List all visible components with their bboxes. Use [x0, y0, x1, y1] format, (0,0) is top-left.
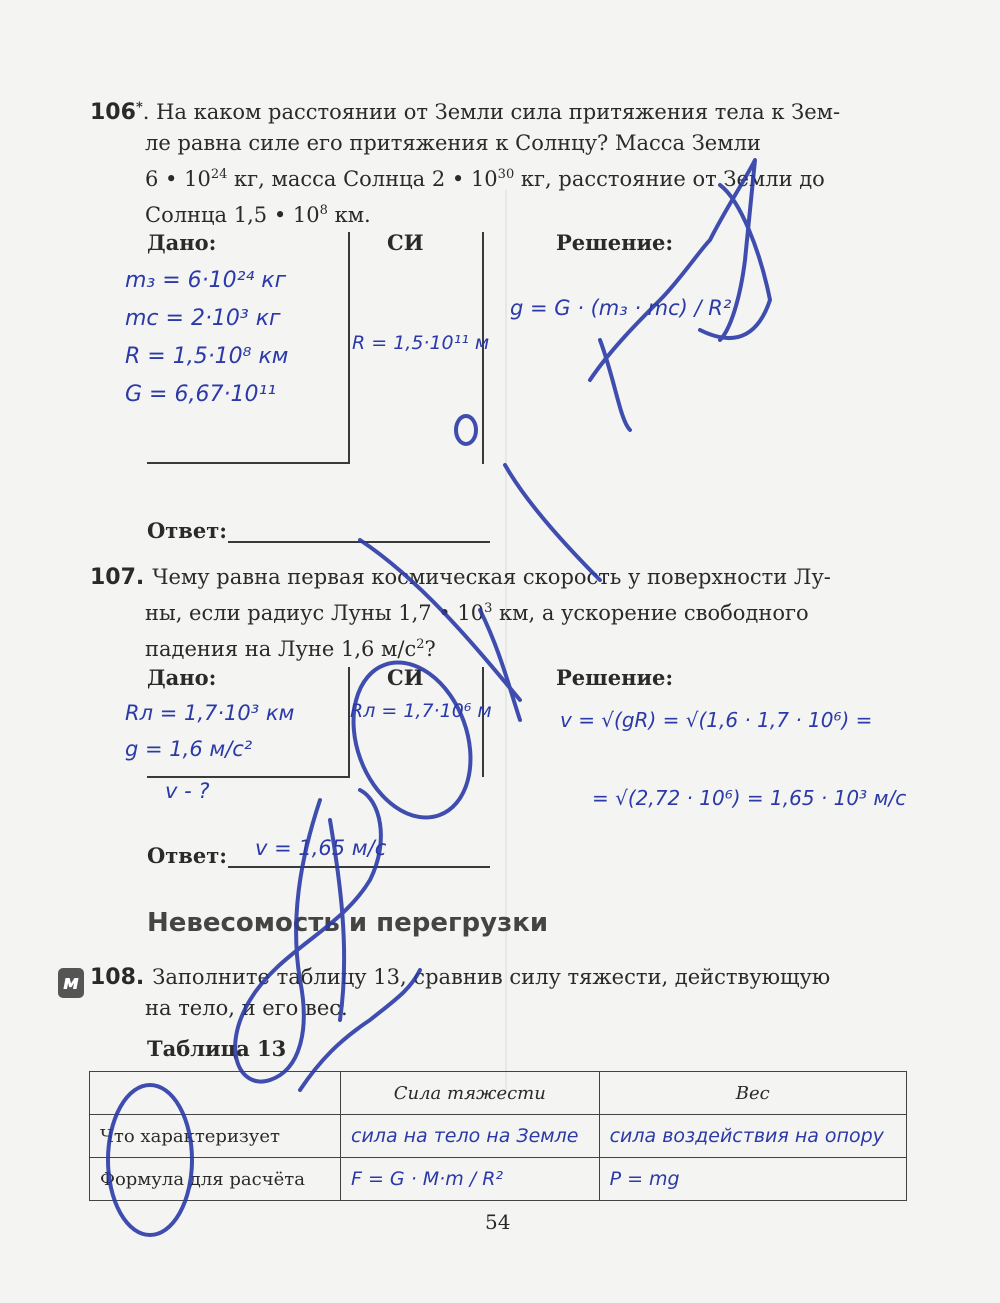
task-106-answer-label: Ответ:	[147, 518, 228, 543]
table-13-row1-label: Что характеризует	[90, 1115, 341, 1158]
task-108-badge	[58, 968, 84, 998]
table-13-title: Таблица 13	[147, 1036, 287, 1061]
task-106-given-label: Дано:	[147, 230, 217, 255]
task-107-text	[90, 562, 908, 665]
task-107-hand-answer: v = 1,65 м/с	[255, 836, 387, 860]
task-107-answer-line	[228, 866, 490, 868]
task-107-hand-solution-2: = √(2,72 · 10⁶) = 1,65 · 10³ м/с	[592, 786, 907, 810]
task-106-hand-given	[125, 262, 288, 414]
table-13-row1-gravity: сила на тело на Земле	[341, 1115, 600, 1158]
task-108-line1: Заполните таблицу 13, сравнив силу тяжести, действующую	[152, 965, 831, 989]
hand-given-g107: g = 1,6 м/с²	[125, 737, 253, 761]
table-13	[89, 1071, 907, 1201]
task-106-hand-si: R = 1,5·10¹¹ м	[352, 332, 490, 354]
section-title: Невесомость и перегрузки	[147, 908, 549, 938]
task-107-hand-si: Rл = 1,7·10⁶ м	[350, 700, 492, 722]
table-13-header-empty	[90, 1072, 341, 1115]
task-107-number: 107.	[90, 565, 145, 590]
task-106-answer-line	[228, 541, 490, 543]
task-106-divider-1	[348, 232, 350, 464]
table-13-row2-gravity: F = G · M·m / R²	[341, 1158, 600, 1201]
task-106-line4: Солнца 1,5 • $10^8$ км.	[145, 203, 371, 227]
table-13-row	[90, 1115, 907, 1158]
task-107-divider-2	[482, 667, 484, 777]
task-106-line1: . На каком расстоянии от Земли сила притяжения тела к Зем-	[142, 100, 841, 124]
table-13-row2-label: Формула для расчёта	[90, 1158, 341, 1201]
hand-given-mc: mᴄ = 2·10³ кг	[125, 306, 281, 331]
scribble-zero	[456, 416, 476, 444]
table-13-header-weight: Вес	[599, 1072, 906, 1115]
table-13-header-row	[90, 1072, 907, 1115]
task-107-line2: ны, если радиус Луны 1,7 • $10^3$ км, а ускорение свободного	[145, 601, 809, 625]
hand-given-r: R = 1,5·10⁸ км	[125, 344, 289, 369]
task-107-line1: Чему равна первая космическая скорость у поверхности Лу-	[152, 565, 831, 589]
task-107-hand-solution-1: v = √(gR) = √(1,6 · 1,7 · 10⁶) =	[560, 708, 873, 732]
task-107-answer-label: Ответ:	[147, 843, 228, 868]
hand-given-rl: Rл = 1,7·10³ км	[125, 701, 295, 725]
task-106-si-label: СИ	[387, 230, 424, 255]
task-107-divider-1	[348, 667, 350, 777]
hand-given-g: G = 6,67·10¹¹	[125, 382, 277, 407]
task-107-given-label: Дано:	[147, 665, 217, 690]
table-13-row1-weight: сила воздействия на опору	[599, 1115, 906, 1158]
task-108-text	[90, 962, 908, 1024]
task-106-solution-label: Решение:	[556, 230, 674, 255]
task-106-hand-solution: g = G · (m₃ · mᴄ) / R²	[510, 296, 732, 320]
task-106-text	[90, 92, 908, 231]
task-106-given-underline	[147, 462, 350, 464]
task-107-hand-given	[125, 695, 294, 809]
table-13-row	[90, 1158, 907, 1201]
task-108-number: 108.	[90, 965, 145, 990]
page-number: 54	[485, 1210, 511, 1234]
task-107-si-label: СИ	[387, 665, 424, 690]
task-106-star: *	[135, 100, 143, 115]
table-13-header-gravity: Сила тяжести	[341, 1072, 600, 1115]
task-107-solution-label: Решение:	[556, 665, 674, 690]
table-13-row2-weight: P = mg	[599, 1158, 906, 1201]
task-106-line2: ле равна силе его притяжения к Солнцу? Масса Земли	[145, 131, 761, 155]
task-108-line2: на тело, и его вес.	[145, 996, 348, 1020]
task-108-badge-label: м	[62, 970, 80, 994]
task-106-number: 106	[90, 100, 136, 125]
hand-given-m3: m₃ = 6·10²⁴ кг	[125, 268, 287, 293]
hand-given-v: v - ?	[165, 779, 210, 803]
task-107-line3: падения на Луне 1,6 $м/с^2$?	[145, 637, 436, 661]
task-106-line3: 6 • $10^{24}$ кг, масса Солнца 2 • $10^{30}$ кг, расстояние от Земли до	[145, 167, 825, 191]
